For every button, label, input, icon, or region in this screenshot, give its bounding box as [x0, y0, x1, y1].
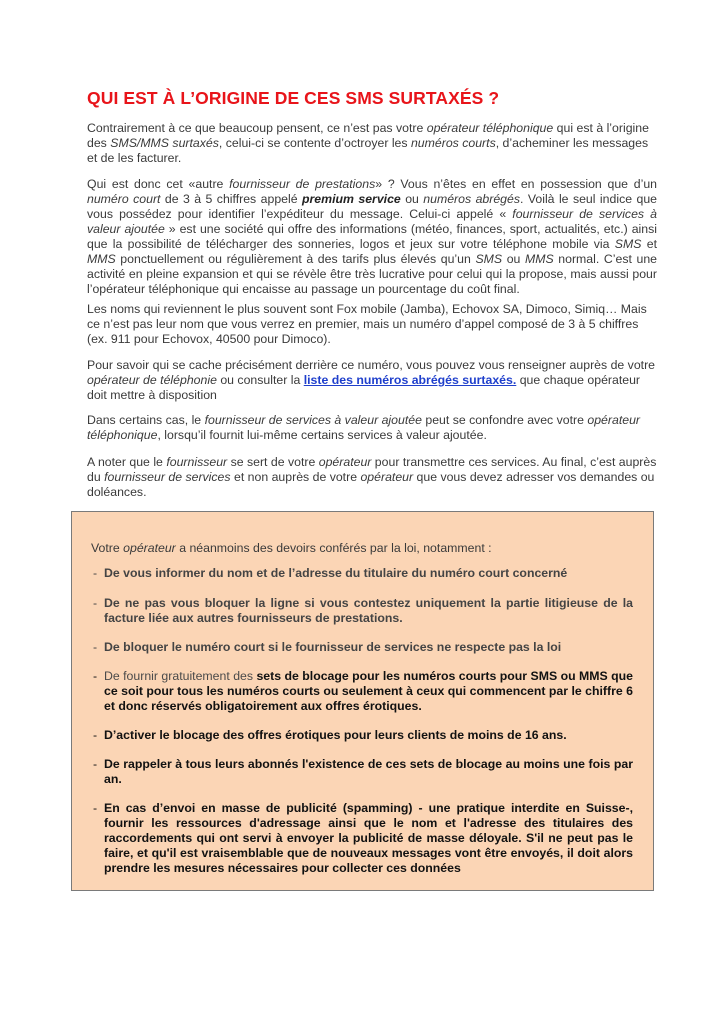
- list-item: - En cas d’envoi en masse de publicité (spamming) - une pratique interdite en Suisse-, fournir les ressources d'adressage ainsi que le nom et l'adresse des titulaires des raccordements qui ont servi à envoyer la publicité de masse déloyale. S'il ne peut pas le faire, et qu'il est vraisemblable que de nouveaux messages vont être envoyés, il doit alors prendre les mesures nécessaires pour collecter ces données: [93, 801, 633, 875]
- list-item: - De fournir gratuitement des sets de blocage pour les numéros courts pour SMS ou MMS que ce soit pour tous les numéros courts ou seulement à ceux qui commencent par le chiffre 6 et donc réservés obligatoirement aux offres érotiques.: [93, 669, 633, 713]
- confusion-paragraph: Dans certains cas, le fournisseur de services à valeur ajoutée peut se confondre avec votre opérateur téléphonique, lorsqu’il fournit lui-même certains services à valeur ajoutée.: [87, 413, 641, 442]
- duties-list: [93, 566, 633, 876]
- list-item: - De vous informer du nom et de l’adresse du titulaire du numéro court concerné: [93, 566, 568, 580]
- duties-intro: Votre opérateur a néanmoins des devoirs conférés par la loi, notamment :: [91, 541, 492, 555]
- provider-paragraph: Qui est donc cet «autre fournisseur de prestations» ? Vous n’êtes en effet en possession que d’un numéro court de 3 à 5 chiffres appelé premium service ou numéros abrégés. Voilà le seul indice que vous possédez pour identifier l’expéditeur du message. Celui-ci appelé « fournisseur de services à valeur ajoutée » est une société qui offre des informations (météo, finances, sport, actualités, etc.) ainsi que la possibilité de télécharger des sonneries, logos et jeux sur votre téléphone mobile via SMS et MMS ponctuellement ou régulièrement à des tarifs plus élevés qu’un SMS ou MMS normal. C’est une activité en pleine expansion et qui se révèle être très lucrative pour celui qui la propose, mais aussi pour l’opérateur téléphonique qui encaisse au passage un pourcentage du coût final.: [87, 177, 658, 296]
- lookup-paragraph: Pour savoir qui se cache précisément derrière ce numéro, vous pouvez vous renseigner auprès de votre opérateur de téléphonie ou consulter la liste des numéros abrégés surtaxés. que chaque opérateur doit mettre à disposition: [87, 358, 656, 402]
- intro-paragraph: Contrairement à ce que beaucoup pensent, ce n’est pas votre opérateur téléphonique qui est à l’origine des SMS/MMS surtaxés, celui-ci se contente d’octroyer les numéros courts, d’acheminer les messages et de les facturer.: [87, 121, 649, 165]
- list-item: - De bloquer le numéro court si le fournisseur de services ne respecte pas la loi: [93, 640, 562, 654]
- page-title: QUI EST À L’ORIGINE DE CES SMS SURTAXÉS ?: [87, 88, 500, 108]
- short-numbers-list-link[interactable]: liste des numéros abrégés surtaxés.: [303, 373, 517, 387]
- premium-service-term: premium service: [302, 192, 401, 206]
- complaints-paragraph: A noter que le fournisseur se sert de votre opérateur pour transmettre ces services. Au final, c’est auprès du fournisseur de services et non auprès de votre opérateur que vous devez adresser vos demandes ou doléances.: [87, 455, 657, 499]
- operator-duties-box: [71, 511, 654, 891]
- list-item: - D’activer le blocage des offres érotiques pour leurs clients de moins de 16 ans.: [93, 728, 567, 742]
- list-item: - De rappeler à tous leurs abonnés l'existence de ces sets de blocage au moins une fois par an.: [93, 757, 633, 786]
- list-item: - De ne pas vous bloquer la ligne si vous contestez uniquement la partie litigieuse de la facture liée aux autres fournisseurs de prestations.: [93, 596, 633, 625]
- company-names-paragraph: Les noms qui reviennent le plus souvent sont Fox mobile (Jamba), Echovox SA, Dimoco, Simiq… Mais ce n’est pas leur nom que vous verrez en premier, mais un numéro d’appel composé de 3 à 5 chiffres (ex. 911 pour Echovox, 40500 pour Dimoco).: [87, 302, 647, 346]
